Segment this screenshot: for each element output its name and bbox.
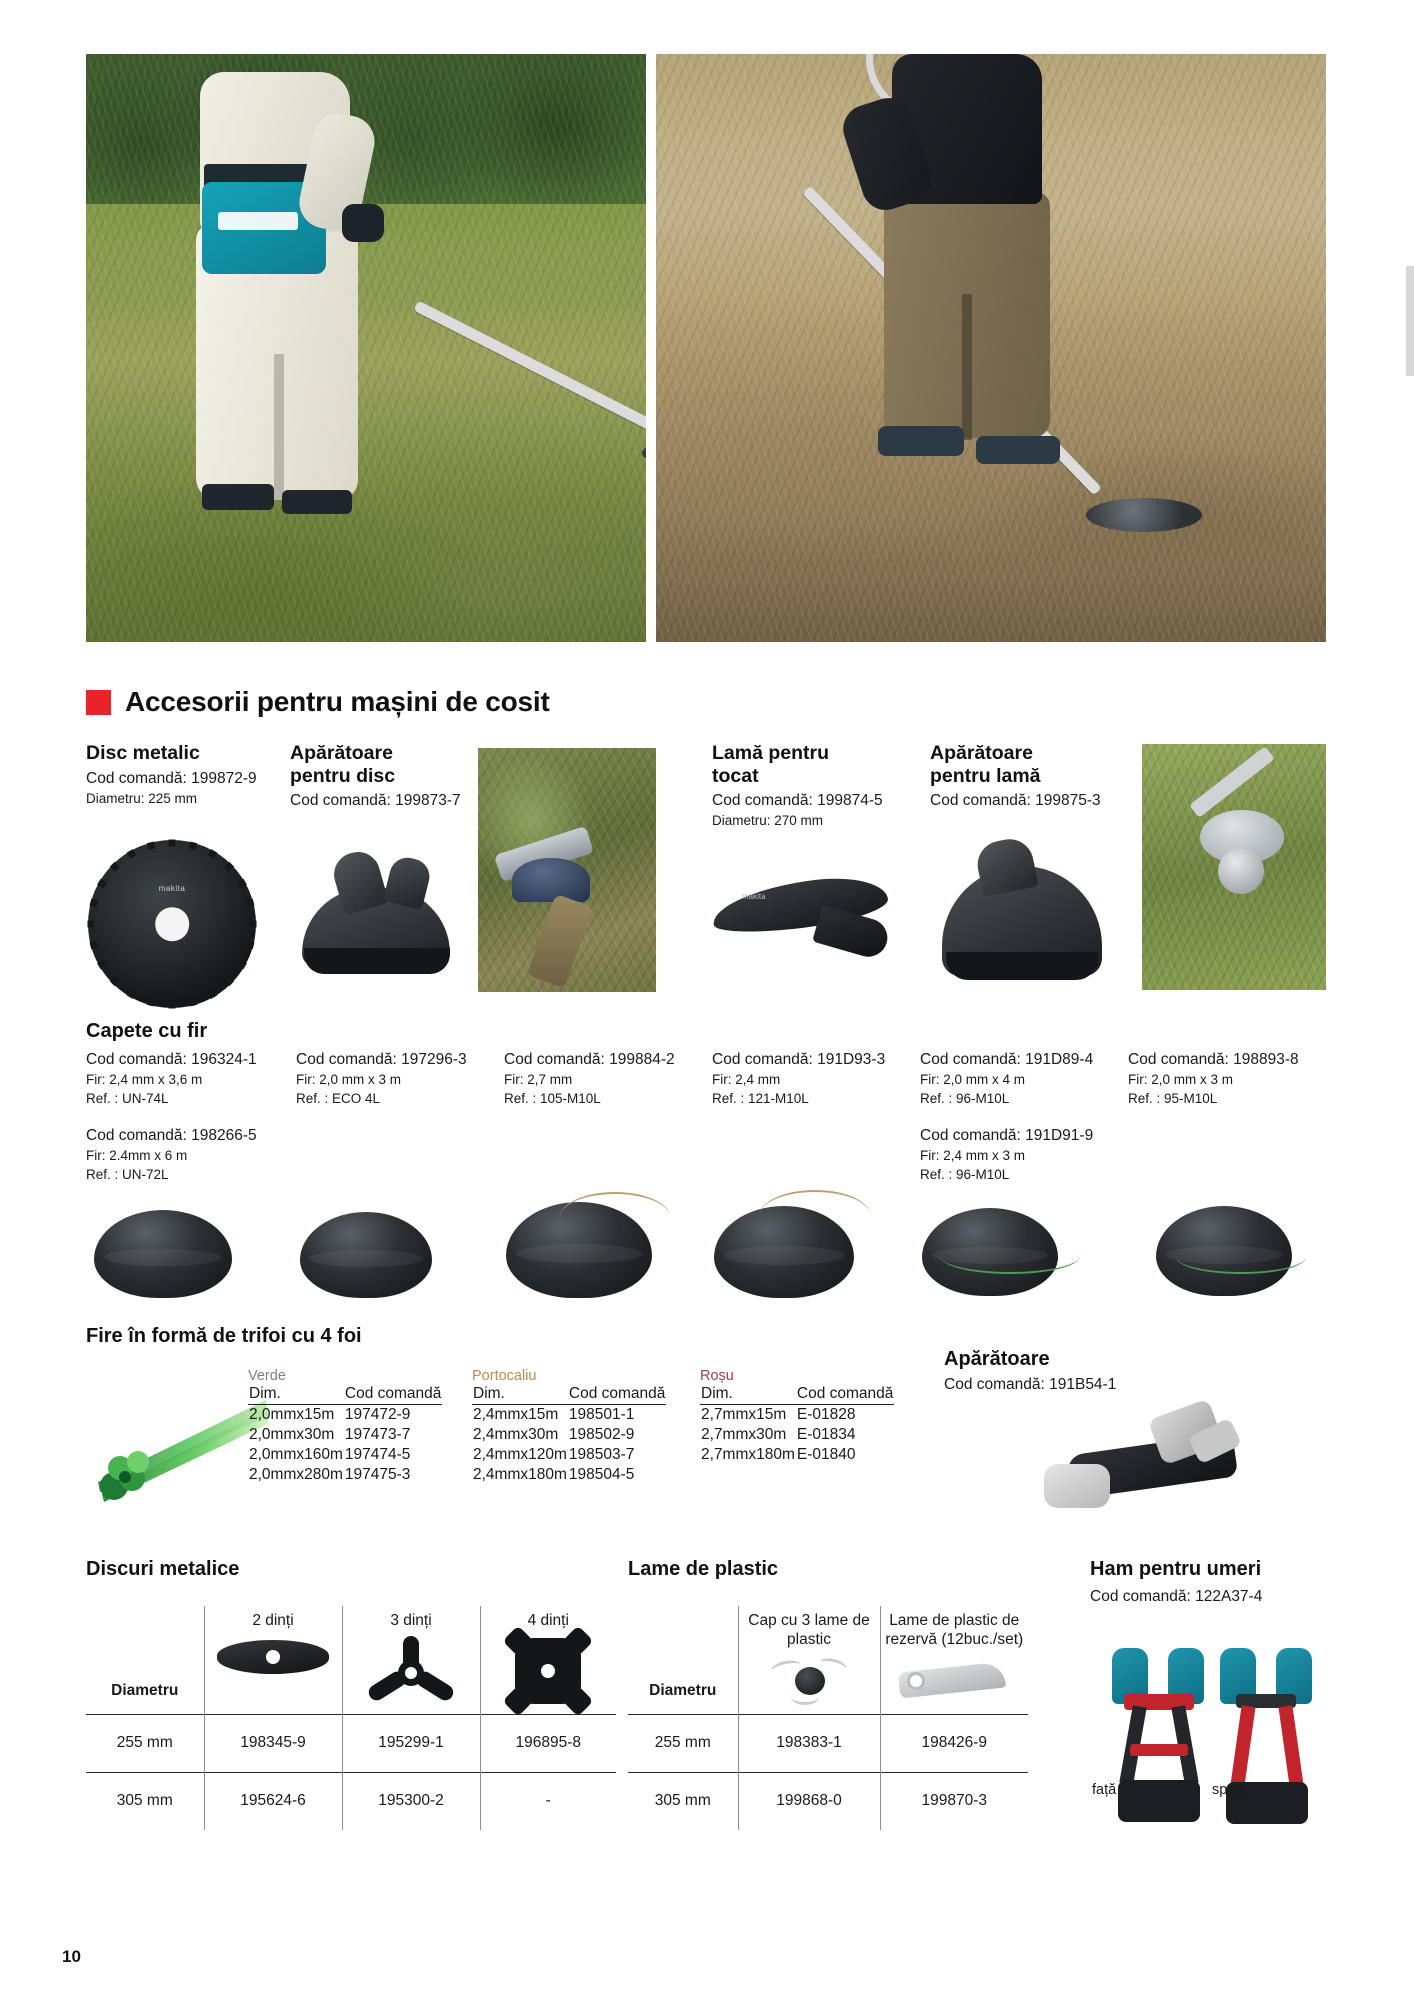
cell-code: E-01834 <box>796 1426 856 1443</box>
blade-2-teeth-icon <box>217 1640 329 1674</box>
table-row <box>248 1425 442 1445</box>
col-label: Cap cu 3 lame de plastic <box>748 1612 870 1648</box>
table-row <box>248 1465 442 1485</box>
color-label: Verde <box>248 1368 286 1384</box>
col-header-cap-3-lame <box>738 1606 880 1714</box>
disc-tooth <box>110 862 120 872</box>
photo-operator-dry-field <box>656 54 1326 642</box>
harness-back-label: spate <box>1212 1782 1248 1798</box>
item-ref: Ref. : UN-74L <box>86 1090 169 1106</box>
col-head-code: Cod comandă <box>568 1384 667 1405</box>
cell-code: E-01828 <box>796 1406 856 1423</box>
item-fir: Fir: 2.4mm x 6 m <box>86 1147 188 1163</box>
cell-dim: 2,7mmx15m <box>701 1406 787 1423</box>
item-fir: Fir: 2,4 mm x 3 m <box>920 1147 1026 1163</box>
disc-tooth <box>169 1002 176 1009</box>
cell-dim: 2,0mmx30m <box>249 1426 335 1443</box>
cell-code: 197473-7 <box>344 1426 411 1443</box>
discuri-metalice-title: Discuri metalice <box>86 1558 240 1580</box>
table-row <box>700 1445 894 1465</box>
plastic-head-icon <box>771 1655 847 1705</box>
col-head-code: Cod comandă <box>796 1384 895 1405</box>
item-fir: Fir: 2,4 mm <box>712 1071 781 1087</box>
table-row <box>628 1772 1028 1830</box>
cell-code: 198504-5 <box>568 1466 635 1483</box>
cell-dim: 2,4mmx120m <box>473 1446 567 1463</box>
capete-item-7 <box>920 1126 1093 1184</box>
cell-dim: 2,7mmx30m <box>701 1426 787 1443</box>
photo-branch-cutting <box>478 748 656 992</box>
col-head-dim: Dim. <box>248 1384 344 1405</box>
disc-tooth <box>237 960 247 970</box>
col-header-3-dinti <box>342 1606 480 1714</box>
capete-item-3 <box>712 1050 885 1108</box>
table-row <box>700 1405 894 1426</box>
disc-tooth <box>246 941 255 950</box>
item-fir: Fir: 2,4 mm x 3,6 m <box>86 1071 203 1087</box>
disc-tooth <box>208 849 218 859</box>
col-label: 3 dinți <box>390 1612 432 1629</box>
cell-code: 195624-6 <box>204 1772 342 1830</box>
trifoi-title: Fire în formă de trifoi cu 4 foi <box>86 1325 362 1347</box>
capete-item-4 <box>920 1050 1093 1108</box>
trimmer-line-decor-2 <box>760 1190 870 1240</box>
cell-dim: 2,0mmx15m <box>249 1406 335 1423</box>
color-label: Roșu <box>700 1368 734 1384</box>
table-row <box>472 1465 666 1485</box>
capete-item-5 <box>1128 1050 1299 1108</box>
col-header-lame-rezerva <box>880 1606 1028 1714</box>
blade-guard-image <box>934 840 1114 1000</box>
item-code: Cod comandă: 191D91-9 <box>920 1127 1094 1144</box>
row-header-label: Diametru <box>649 1681 717 1699</box>
harness-front-label: față <box>1092 1782 1117 1798</box>
item-ref: Ref. : UN-72L <box>86 1166 169 1182</box>
disc-tooth <box>208 989 218 999</box>
disc-tooth <box>189 998 198 1007</box>
cell-code: 197472-9 <box>344 1406 411 1423</box>
disc-tooth <box>224 976 234 986</box>
table-row <box>248 1445 442 1465</box>
cell-dim: 2,7mmx180m <box>701 1446 795 1463</box>
capete-cu-fir-title: Capete cu fir <box>86 1020 208 1042</box>
harness-front-image <box>1104 1648 1214 1828</box>
cell-dim: 2,0mmx280m <box>249 1466 343 1483</box>
product-title: Disc metalic <box>86 742 200 764</box>
disc-tooth <box>110 976 120 986</box>
cell-code: 198383-1 <box>738 1714 880 1772</box>
red-square-icon <box>86 690 111 715</box>
cell-code: 195300-2 <box>342 1772 480 1830</box>
cell-code: 195299-1 <box>342 1714 480 1772</box>
table-row <box>628 1714 1028 1772</box>
cell-code: 197475-3 <box>344 1466 411 1483</box>
trifoi-column-portocaliu <box>472 1368 666 1485</box>
clover-line-svg <box>92 1398 272 1508</box>
product-aparatoare-trifoi <box>944 1348 1116 1396</box>
product-extra: Diametru: 225 mm <box>86 790 198 806</box>
col-label: Lame de plastic de rezervă (12buc./set) <box>885 1612 1024 1648</box>
blade-4-teeth-icon <box>515 1638 581 1704</box>
item-ref: Ref. : ECO 4L <box>296 1090 381 1106</box>
lame-plastic-table <box>628 1606 1028 1830</box>
item-code: Cod comandă: 198893-8 <box>1128 1051 1299 1068</box>
product-lama-tocat <box>712 742 922 831</box>
trimmer-line-decor <box>560 1192 670 1242</box>
operator-white-suit <box>156 54 416 524</box>
capete-item-6 <box>86 1126 257 1184</box>
mulching-blade-image: makita <box>712 858 892 976</box>
cell-diameter: 305 mm <box>628 1772 738 1830</box>
cell-dim: 2,4mmx15m <box>473 1406 559 1423</box>
product-aparatoare-disc <box>290 742 490 812</box>
cell-code: 199868-0 <box>738 1772 880 1830</box>
metal-disc-image: makita <box>88 840 256 1008</box>
product-code: Cod comandă: 191B54-1 <box>944 1376 1117 1394</box>
item-fir: Fir: 2,0 mm x 3 m <box>296 1071 402 1087</box>
trifoi-column-verde <box>248 1368 442 1485</box>
product-title-line2: pentru disc <box>290 764 396 787</box>
product-code: Cod comandă: 199874-5 <box>712 792 883 810</box>
capete-item-2 <box>504 1050 675 1108</box>
trifoi-table-portocaliu <box>472 1384 666 1485</box>
disc-tooth <box>88 921 95 928</box>
col-head-dim: Dim. <box>700 1384 796 1405</box>
col-head-dim: Dim. <box>472 1384 568 1405</box>
item-code: Cod comandă: 191D93-3 <box>712 1051 886 1068</box>
disc-tooth <box>224 862 234 872</box>
table-header-row <box>628 1606 1028 1714</box>
table <box>86 1606 616 1830</box>
table-row <box>472 1425 666 1445</box>
disc-tooth <box>147 998 156 1007</box>
product-extra: Diametru: 270 mm <box>712 813 824 829</box>
color-label: Portocaliu <box>472 1368 537 1384</box>
col-header-4-dinti <box>480 1606 616 1714</box>
item-ref: Ref. : 121-M10L <box>712 1090 809 1106</box>
disc-tooth <box>237 879 247 889</box>
ham-title: Ham pentru umeri Cod comandă: 122A37-4 <box>1090 1558 1262 1608</box>
col-header-2-dinti <box>204 1606 342 1714</box>
product-title: Apărătoare <box>944 1348 1050 1370</box>
cell-diameter: 255 mm <box>628 1714 738 1772</box>
table-header-row <box>86 1606 616 1714</box>
disc-tooth <box>147 841 156 850</box>
hero-photo-row <box>86 54 1326 642</box>
table <box>628 1606 1028 1830</box>
item-code: Cod comandă: 199884-2 <box>504 1051 675 1068</box>
cell-code: - <box>480 1772 616 1830</box>
capete-item-1 <box>296 1050 467 1108</box>
item-ref: Ref. : 105-M10L <box>504 1090 601 1106</box>
cell-code: 198501-1 <box>568 1406 635 1423</box>
trimmer-head-image-0 <box>94 1210 232 1298</box>
trimmer-line-decor-4 <box>1176 1240 1306 1274</box>
capete-item-0 <box>86 1050 257 1108</box>
trimmer-line-decor-3 <box>940 1238 1080 1274</box>
trimmer-head-image-1 <box>300 1212 432 1298</box>
cell-code: E-01840 <box>796 1446 856 1463</box>
trifoi-table-verde <box>248 1384 442 1485</box>
item-fir: Fir: 2,7 mm <box>504 1071 573 1087</box>
cell-dim: 2,4mmx180m <box>473 1466 567 1483</box>
product-title-line1: Apărătoare <box>290 742 393 764</box>
cell-dim: 2,4mmx30m <box>473 1426 559 1443</box>
cell-code: 198502-9 <box>568 1426 635 1443</box>
aparatoare-trifoi-image <box>1044 1408 1244 1518</box>
table-row <box>472 1445 666 1465</box>
disc-tooth <box>97 960 107 970</box>
photo-operator-grass <box>86 54 646 642</box>
cell-code: 197474-5 <box>344 1446 411 1463</box>
product-title-line2: tocat <box>712 764 759 787</box>
product-code: Cod comandă: 199873-7 <box>290 792 461 810</box>
item-ref: Ref. : 96-M10L <box>920 1090 1010 1106</box>
product-disc-metalic <box>86 742 286 808</box>
cell-dim: 2,0mmx160m <box>249 1446 343 1463</box>
disc-tooth <box>189 841 198 850</box>
trifoi-table-rosu <box>700 1384 894 1465</box>
page-number: 10 <box>62 1947 81 1966</box>
cell-diameter: 305 mm <box>86 1772 204 1830</box>
lame-plastic-title: Lame de plastic <box>628 1558 779 1580</box>
col-head-code: Cod comandă <box>344 1384 443 1405</box>
table-row <box>86 1714 616 1772</box>
item-code: Cod comandă: 197296-3 <box>296 1051 467 1068</box>
col-label: 2 dinți <box>252 1612 294 1629</box>
disc-tooth <box>127 849 137 859</box>
product-aparatoare-lama <box>930 742 1140 812</box>
product-title-line1: Lamă pentru <box>712 742 830 764</box>
disc-tooth <box>89 899 98 908</box>
cell-code: 196895-8 <box>480 1714 616 1772</box>
page-edge-tab <box>1406 266 1414 376</box>
table-row <box>86 1772 616 1830</box>
disc-tooth <box>250 921 257 928</box>
photo-brushcutter-head-grass <box>1142 744 1326 990</box>
blade-3-teeth-icon <box>373 1636 449 1702</box>
disc-guard-image <box>292 848 458 996</box>
trifoi-column-rosu <box>700 1368 894 1465</box>
ham-code: Cod comandă: 122A37-4 <box>1090 1588 1263 1606</box>
disc-tooth <box>127 989 137 999</box>
disc-tooth <box>97 879 107 889</box>
disc-tooth <box>89 941 98 950</box>
section-header <box>86 686 550 718</box>
item-code: Cod comandă: 191D89-4 <box>920 1051 1094 1068</box>
item-ref: Ref. : 96-M10L <box>920 1166 1010 1182</box>
item-fir: Fir: 2,0 mm x 4 m <box>920 1071 1026 1087</box>
cell-code: 198345-9 <box>204 1714 342 1772</box>
disc-tooth <box>246 899 255 908</box>
spare-blade-icon <box>899 1657 1009 1699</box>
clover-line-image <box>92 1398 272 1508</box>
section-title: Accesorii pentru mașini de cosit <box>125 686 550 717</box>
product-code: Cod comandă: 199872-9 <box>86 769 257 787</box>
cell-code: 199870-3 <box>880 1772 1028 1830</box>
table-row <box>472 1405 666 1426</box>
product-code: Cod comandă: 199875-3 <box>930 792 1101 810</box>
table-row <box>248 1405 442 1426</box>
row-header-label: Diametru <box>111 1681 179 1699</box>
item-ref: Ref. : 95-M10L <box>1128 1090 1218 1106</box>
table-row <box>700 1425 894 1445</box>
col-label: 4 dinți <box>527 1612 569 1629</box>
operator-dark-top <box>826 54 1126 544</box>
cell-code: 198426-9 <box>880 1714 1028 1772</box>
item-fir: Fir: 2,0 mm x 3 m <box>1128 1071 1234 1087</box>
harness-back-image <box>1212 1648 1322 1828</box>
disc-tooth <box>169 840 176 847</box>
product-title-line2: pentru lamă <box>930 764 1041 787</box>
discuri-metalice-table <box>86 1606 616 1830</box>
product-title-line1: Apărătoare <box>930 742 1033 764</box>
item-code: Cod comandă: 196324-1 <box>86 1051 257 1068</box>
cell-code: 198503-7 <box>568 1446 635 1463</box>
item-code: Cod comandă: 198266-5 <box>86 1127 257 1144</box>
cell-diameter: 255 mm <box>86 1714 204 1772</box>
